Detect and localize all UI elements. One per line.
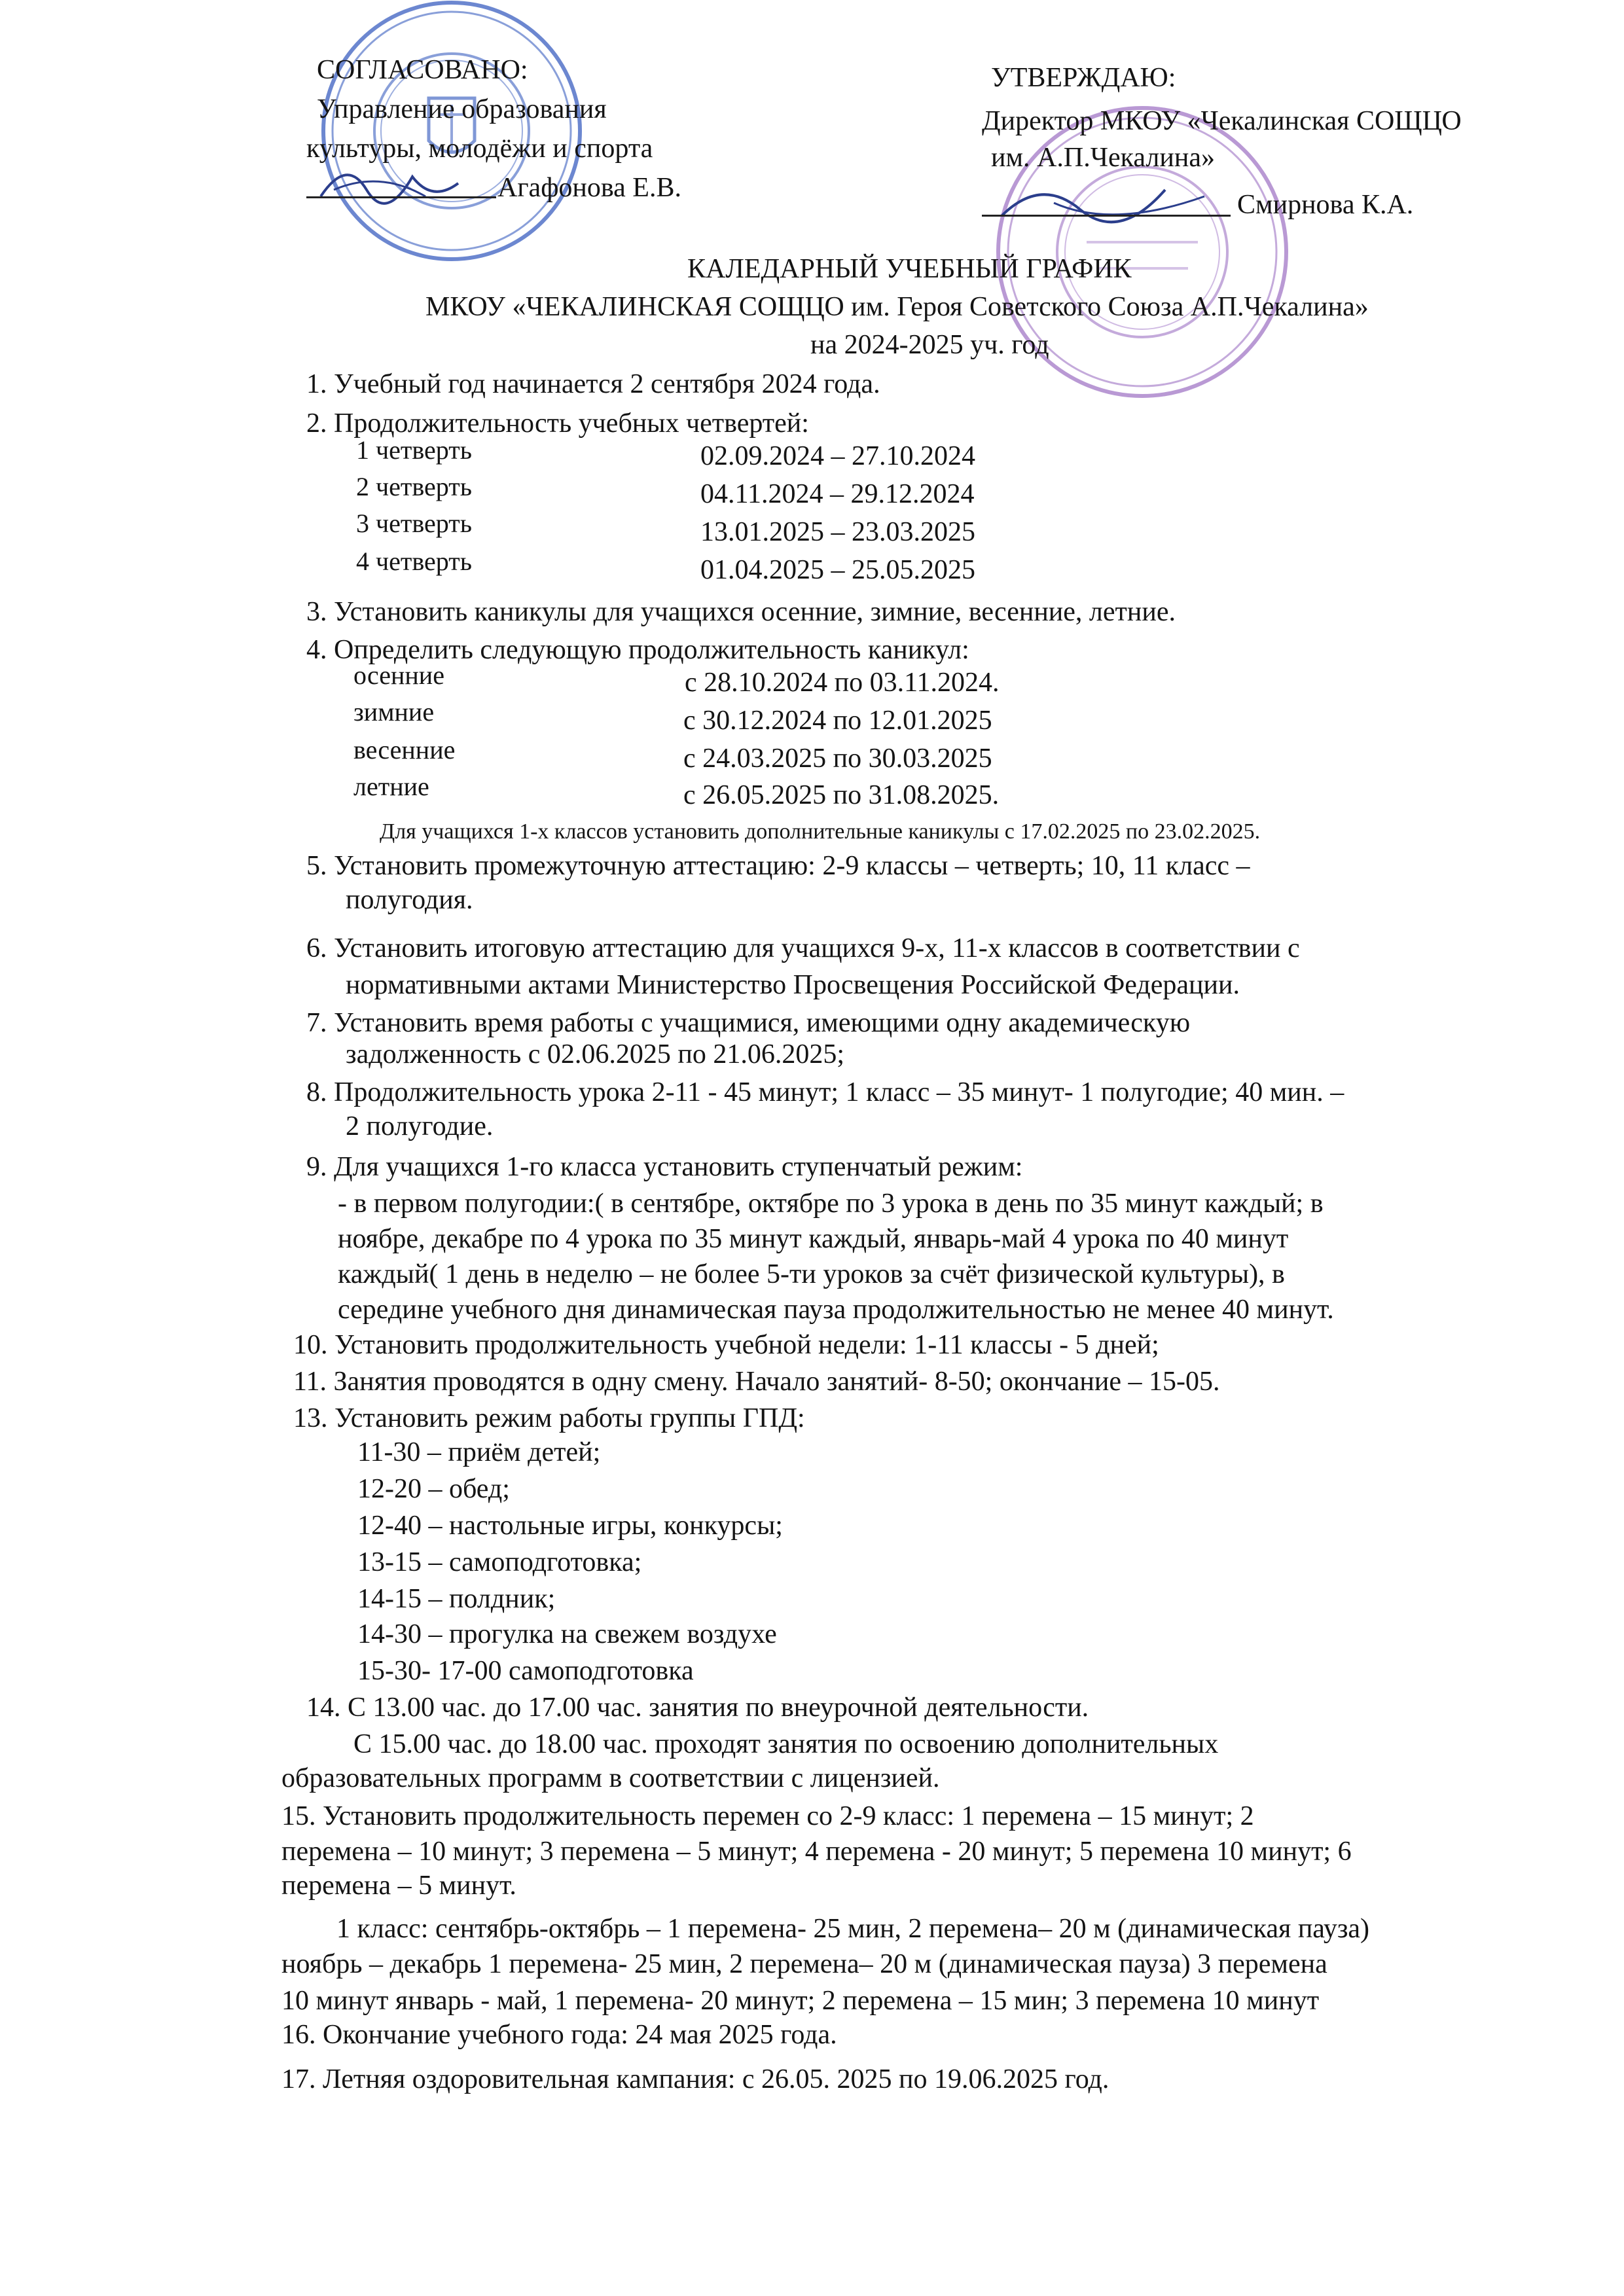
holiday-summer-name: летние xyxy=(353,772,429,801)
holiday-summer-dates: с 26.05.2025 по 31.08.2025. xyxy=(683,780,1000,810)
item-5-line2: полугодия. xyxy=(346,885,473,915)
item-7-line1: 7. Установить время работы с учащимися, имеющими одну академическую xyxy=(306,1008,1191,1038)
document-title: КАЛЕДАРНЫЙ УЧЕБНЫЙ ГРАФИК xyxy=(687,254,1132,284)
item-2: 2. Продолжительность учебных четвертей: xyxy=(306,408,809,439)
signature-left xyxy=(308,151,504,216)
holiday-autumn-name: осенние xyxy=(353,660,444,690)
item-9-line2: - в первом полугодии:( в сентябре, октябре по 3 урока в день по 35 минут каждый; в xyxy=(338,1189,1324,1219)
gpd-schedule-4: 13-15 – самоподготовка; xyxy=(357,1547,642,1577)
item-5-line1: 5. Установить промежуточную аттестацию: 2-9 классы – четверть; 10, 11 класс – xyxy=(306,851,1250,881)
item-15-line6: 10 минут январь - май, 1 перемена- 20 минут; 2 перемена – 15 мин; 3 перемена 10 минут xyxy=(281,1986,1320,2016)
item-6-line2: нормативными актами Министерство Просвещения Российской Федерации. xyxy=(346,970,1240,1000)
signature-line-left xyxy=(306,196,496,198)
item-10: 10. Установить продолжительность учебной недели: 1-11 классы - 5 дней; xyxy=(293,1330,1159,1360)
item-9-line1: 9. Для учащихся 1-го класса установить ступенчатый режим: xyxy=(306,1152,1023,1182)
item-17: 17. Летняя оздоровительная кампания: с 26.05. 2025 по 19.06.2025 год. xyxy=(281,2064,1110,2094)
item-13: 13. Установить режим работы группы ГПД: xyxy=(293,1403,805,1433)
quarter-1-dates: 02.09.2024 – 27.10.2024 xyxy=(700,441,975,471)
item-15-line5: ноябрь – декабрь 1 перемена- 25 мин, 2 перемена– 20 м (динамическая пауза) 3 перемена xyxy=(281,1949,1327,1979)
agreed-signer: Агафонова Е.В. xyxy=(497,173,681,203)
item-16: 16. Окончание учебного года: 24 мая 2025 года. xyxy=(281,2020,837,2050)
item-1: 1. Учебный год начинается 2 сентября 2024 года. xyxy=(306,369,880,399)
item-14-line1: 14. С 13.00 час. до 17.00 час. занятия по внеурочной деятельности. xyxy=(306,1693,1089,1723)
gpd-schedule-5: 14-15 – полдник; xyxy=(357,1584,556,1614)
quarter-3-name: 3 четверть xyxy=(356,509,472,538)
quarter-2-dates: 04.11.2024 – 29.12.2024 xyxy=(700,479,975,509)
document-subtitle-school: МКОУ «ЧЕКАЛИНСКАЯ СОЩЦО им. Героя Советского Союза А.П.Чекалина» xyxy=(425,292,1369,322)
gpd-schedule-6: 14-30 – прогулка на свежем воздухе xyxy=(357,1619,777,1649)
quarter-4-dates: 01.04.2025 – 25.05.2025 xyxy=(700,555,975,585)
approved-caption: УТВЕРЖДАЮ: xyxy=(991,63,1176,93)
item-14-line2: С 15.00 час. до 18.00 час. проходят занятия по освоению дополнительных xyxy=(353,1729,1219,1759)
gpd-schedule-3: 12-40 – настольные игры, конкурсы; xyxy=(357,1511,783,1541)
agreed-line2: культуры, молодёжи и спорта xyxy=(306,134,653,164)
holiday-spring-dates: с 24.03.2025 по 30.03.2025 xyxy=(683,744,992,774)
quarter-3-dates: 13.01.2025 – 23.03.2025 xyxy=(700,517,975,547)
quarter-1-name: 1 четверть xyxy=(356,435,472,465)
approved-line1: Директор МКОУ «Чекалинская СОЩЦО xyxy=(982,106,1462,136)
gpd-schedule-1: 11-30 – приём детей; xyxy=(357,1437,601,1467)
holiday-autumn-dates: с 28.10.2024 по 03.11.2024. xyxy=(685,668,1000,698)
signature-right xyxy=(982,164,1231,236)
item-15-line1: 15. Установить продолжительность перемен со 2-9 класс: 1 перемена – 15 минут; 2 xyxy=(281,1801,1254,1831)
gpd-schedule-2: 12-20 – обед; xyxy=(357,1474,510,1504)
agreed-caption: СОГЛАСОВАНО: xyxy=(317,55,528,85)
holiday-spring-name: весенние xyxy=(353,735,456,764)
item-7-line2: задолженность с 02.06.2025 по 21.06.2025; xyxy=(346,1039,845,1069)
quarter-2-name: 2 четверть xyxy=(356,472,472,501)
item-8-line2: 2 полугодие. xyxy=(346,1111,494,1141)
item-15-line2: перемена – 10 минут; 3 перемена – 5 минут; 4 перемена - 20 минут; 5 перемена 10 минут; 6 xyxy=(281,1837,1352,1867)
document-subtitle-year: на 2024-2025 уч. год xyxy=(810,330,1049,360)
item-15-line4: 1 класс: сентябрь-октябрь – 1 перемена- 25 мин, 2 перемена– 20 м (динамическая пауза) xyxy=(336,1914,1370,1944)
gpd-schedule-7: 15-30- 17-00 самоподготовка xyxy=(357,1656,694,1686)
item-6-line1: 6. Установить итоговую аттестацию для учащихся 9-х, 11-х классов в соответствии с xyxy=(306,933,1300,963)
item-9-line3: ноябре, декабре по 4 урока по 35 минут каждый, январь-май 4 урока по 40 минут xyxy=(338,1224,1289,1254)
approved-line2: им. А.П.Чекалина» xyxy=(991,143,1215,173)
holiday-winter-dates: с 30.12.2024 по 12.01.2025 xyxy=(683,706,992,736)
quarter-4-name: 4 четверть xyxy=(356,547,472,576)
item-11: 11. Занятия проводятся в одну смену. Начало занятий- 8-50; окончание – 15-05. xyxy=(293,1367,1220,1397)
item-8-line1: 8. Продолжительность урока 2-11 - 45 минут; 1 класс – 35 минут- 1 полугодие; 40 мин. – xyxy=(306,1077,1344,1107)
item-3: 3. Установить каникулы для учащихся осенние, зимние, весенние, летние. xyxy=(306,597,1176,627)
item-9-line4: каждый( 1 день в неделю – не более 5-ти уроков за счёт физической культуры), в xyxy=(338,1259,1285,1289)
item-9-line5: середине учебного дня динамическая пауза продолжительностью не менее 40 минут. xyxy=(338,1295,1334,1325)
approved-signer: Смирнова К.А. xyxy=(1237,190,1414,220)
holiday-winter-name: зимние xyxy=(353,697,435,726)
signature-line-right xyxy=(982,215,1231,217)
item-15-line3: перемена – 5 минут. xyxy=(281,1871,516,1901)
extra-holiday-note: Для учащихся 1-х классов установить дополнительные каникулы с 17.02.2025 по 23.02.2025. xyxy=(380,819,1261,844)
item-14-line3: образовательных программ в соответствии с лицензией. xyxy=(281,1763,940,1793)
agreed-line1: Управление образования xyxy=(317,94,607,124)
item-4: 4. Определить следующую продолжительность каникул: xyxy=(306,635,969,665)
